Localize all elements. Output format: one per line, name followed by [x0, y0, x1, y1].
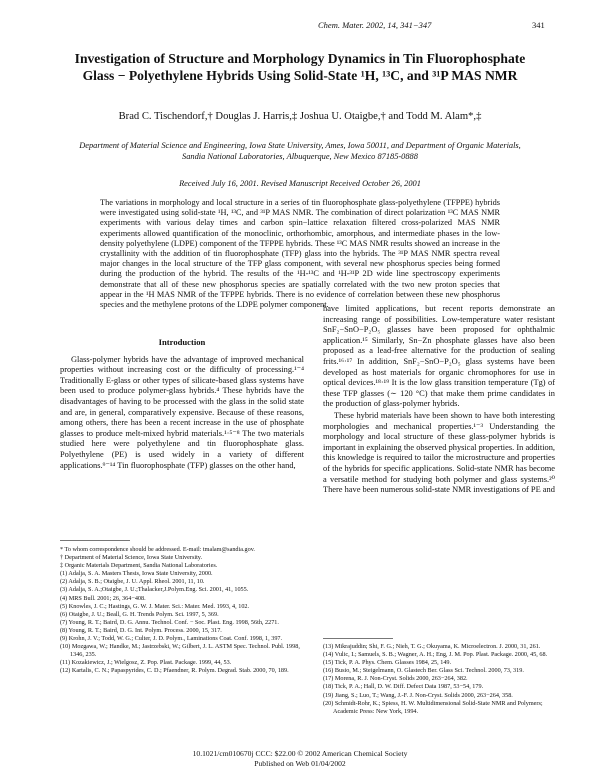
journal-citation: Chem. Mater. 2002, 14, 341−347 [318, 20, 432, 30]
reference: (16) Busio, M.; Steigelmann, O. Glastech Ber. Glass Sci. Technol. 2000, 73, 319. [323, 667, 524, 675]
left-column [60, 337, 304, 472]
reference: (7) Young, R. T.; Baird, D. G. Annu. Technol. Conf. − Soc. Plast. Eng. 1998, 56th, 2271. [60, 618, 279, 626]
reference: (18) Tick, P. A.; Hall, D. W. Diff. Defect Data 1987, 53−54, 179. [323, 683, 484, 691]
footnote: † Department of Material Science, Iowa State University. [60, 554, 203, 562]
footnotes-right [323, 643, 555, 716]
paper-title: Investigation of Structure and Morphology Dynamics in Tin Fluorophosphate Glass − Polyethylene Hybrids Using Solid-State ¹H, ¹³C, and ³¹P MAS NMR [74, 51, 526, 83]
reference: (3) Adalja, S. A.;Otaigbe, J. U.;Thalacker,J.Polym.Eng. Sci. 2001, 41, 1055. [60, 586, 249, 594]
reference: (8) Young, R. T.; Baird, D. G. Int. Polym. Process. 2000, 15, 317. [60, 626, 222, 634]
affiliation: Department of Material Science and Engineering, Iowa State University, Ames, Iowa 50011, and Department of Organic Materials, Sandia National Laboratories, Albuquerque, New Mexico 87185-0888 [79, 141, 521, 161]
footnotes-left [60, 546, 304, 676]
reference: (12) Kartalis, C. N.; Papaspyrides, C. D.; Pfaendner, R. Polym. Degrad. Stab. 2000, 70, 189. [60, 667, 289, 675]
reference: (4) MRS Bull. 2001; 26, 364−408. [60, 594, 146, 602]
intro-paragraph-3: These hybrid materials have been shown to have both interesting morphologies and mechanical properties.¹⁻³ Understanding the morphology and local structure of these glass-polymer hybrids is important in explaining the observed physical properties. In addition, this knowledge is required to tailor the microstructure and properties of the hybrids for specific applications. Solid-state NMR has become a versatile method for studying both polymer and glass systems.²⁰ There have been numerous solid-state NMR investigations of PE and [323, 410, 555, 495]
intro-paragraph-2: have limited applications, but recent reports demonstrate an increasing range of possibilities. Low-temperature water resistant SnF₂−SnO−P₂O₅ glasses have been proposed for ophthalmic application.¹⁵ Similarly, Sn−Zn phosphate glasses have also been proposed as a lead-free alternative for the production of sealing frits.¹⁶·¹⁷ In addition, SnF₂−SnO−P₂O₅ glass systems have been developed as host materials for organic chromophores for use in optical devices.¹⁸·¹⁹ It is the low glass transition temperature (Tg) of these TFP glasses (∼ 120 °C) that make them prime candidates in the production of glass-polymer hybrids. [323, 304, 555, 409]
reference: (13) Mikrajuddin; Shi, F. G.; Nieh, T. G.; Okuyama, K. Microelectron. J. 2000, 31, 261. [323, 643, 541, 650]
reference: (6) Otaigbe, J. U.; Beall, G. H. Trends Polym. Sci. 1997, 5, 369. [60, 610, 219, 618]
reference: (5) Knowles, J. C.; Hastings, G. W. J. Mater. Sci.: Mater. Med. 1993, 4, 102. [60, 602, 250, 610]
intro-paragraph-1: Glass-polymer hybrids have the advantage of improved mechanical properties without increasing cost or the difficulty of processing.¹⁻⁴ Traditionally E-glass or other types of silicate-based glass systems have been used to produce polymer-glass hybrids.⁴ These hybrids have the disadvantages of having to be processed with the glass in the solid state and are, in general, comparatively expensive. Because of these reasons, among others, there has been a recent increase in the use of phosphate glasses to produce melt-mixed hybrid materials.¹·⁵⁻⁸ The two materials studied here were polyethylene and tin fluorophosphate glass. Polyethylene (PE) is used widely in a variety of different applications.⁹⁻¹⁴ Tin fluorophosphate (TFP) glasses on the other hand, [60, 354, 304, 470]
published-line: Published on Web 01/04/2002 [254, 759, 346, 768]
reference: (9) Krohn, J. V.; Todd, W. G.; Culter, J. D. Polym., Laminations Coat. Conf. 1998, 1, 397. [60, 635, 283, 643]
footnote-divider-right [323, 638, 393, 639]
footnote: ‡ Organic Materials Department, Sandia National Laboratories. [60, 562, 218, 570]
abstract: The variations in morphology and local structure in a series of tin fluorophosphate glass-polyethylene (TFPPE) hybrids were investigated using solid-state ¹H, ¹³C, and ³¹P MAS NMR. The combination of direct polarization ¹³C MAS NMR experiments with various delay times and carbon spin−lattice relaxation filtered cross-polarized MAS NMR experiments allowed quantification of the monoclinic, orthorhombic, amorphous, and intermediate phases in the low-density polyethylene (LDPE) component of the TFPPE hybrids. These ¹³C MAS NMR results showed an increase in the crystallinity with the addition of tin fluorophosphate (TFP) glass into the hybrids. The ³¹P MAS NMR spectra reveal major changes in the local structure of the TFP glass component, with several new phosphorus species being formed during the production of the hybrid. The results of the ¹H-¹³C and ¹H-³¹P 2D wide line spectroscopy experiments demonstrate that all of these new phosphorus species are spatially correlated with the two new proton species that appear in the ¹H MAS NMR of the TFPPE hybrids. There is no evidence of correlation between these new phosphorus species and the methylene protons of the LDPE polymer component. [100, 198, 500, 310]
reference: (11) Kozakiewicz, J.; Wielgosz, Z. Pop. Plast. Package. 1999, 44, 53. [60, 659, 232, 667]
reference: (15) Tick, P. A. Phys. Chem. Glasses 1984, 25, 149. [323, 659, 452, 667]
reference: (10) Mozgawa, W.; Handke, M.; Jastrzebski, W.; Gilbert, J. L. ASTM Spec. Technol. Publ. 1998, 1346, 235. [60, 643, 300, 659]
reference: (14) Vulic, I.; Samuels, S. B.; Wagner, A. H.; Eng, J. M. Pop. Plast. Package. 2000, 45, 68. [323, 651, 548, 659]
section-heading-introduction: Introduction [158, 337, 206, 347]
reference: (2) Adalja, S. B.; Otaigbe, J. U. Appl. Rheol. 2001, 11, 10. [60, 578, 205, 586]
footnote: * To whom correspondence should be addressed. E-mail: tmalam@sandia.gov. [60, 546, 255, 553]
reference: (17) Morena, R. J. Non-Cryst. Solids 2000, 263−264, 382. [323, 675, 468, 683]
page-number: 341 [532, 20, 545, 30]
reference: (1) Adalja, S. A. Masters Thesis, Iowa State University, 2000. [60, 570, 213, 578]
doi-line: 10.1021/cm010670j CCC: $22.00 © 2002 American Chemical Society [192, 749, 408, 758]
author-list: Brad C. Tischendorf,† Douglas J. Harris,‡ Joshua U. Otaigbe,† and Todd M. Alam*,‡ [118, 111, 482, 122]
right-column [323, 304, 555, 497]
footnote-divider-left [60, 540, 130, 541]
reference: (20) Schmidt-Rohr, K.; Spiess, H. W. Multidimensional Solid-State NMR and Polymers; Academic Press: New York, 1994. [323, 699, 543, 715]
received-dates: Received July 16, 2001. Revised Manuscript Received October 26, 2001 [179, 179, 421, 188]
reference: (19) Jiang, S.; Luo, T.; Wang, J.-F. J. Non-Cryst. Solids 2000, 263−264, 358. [323, 691, 513, 699]
